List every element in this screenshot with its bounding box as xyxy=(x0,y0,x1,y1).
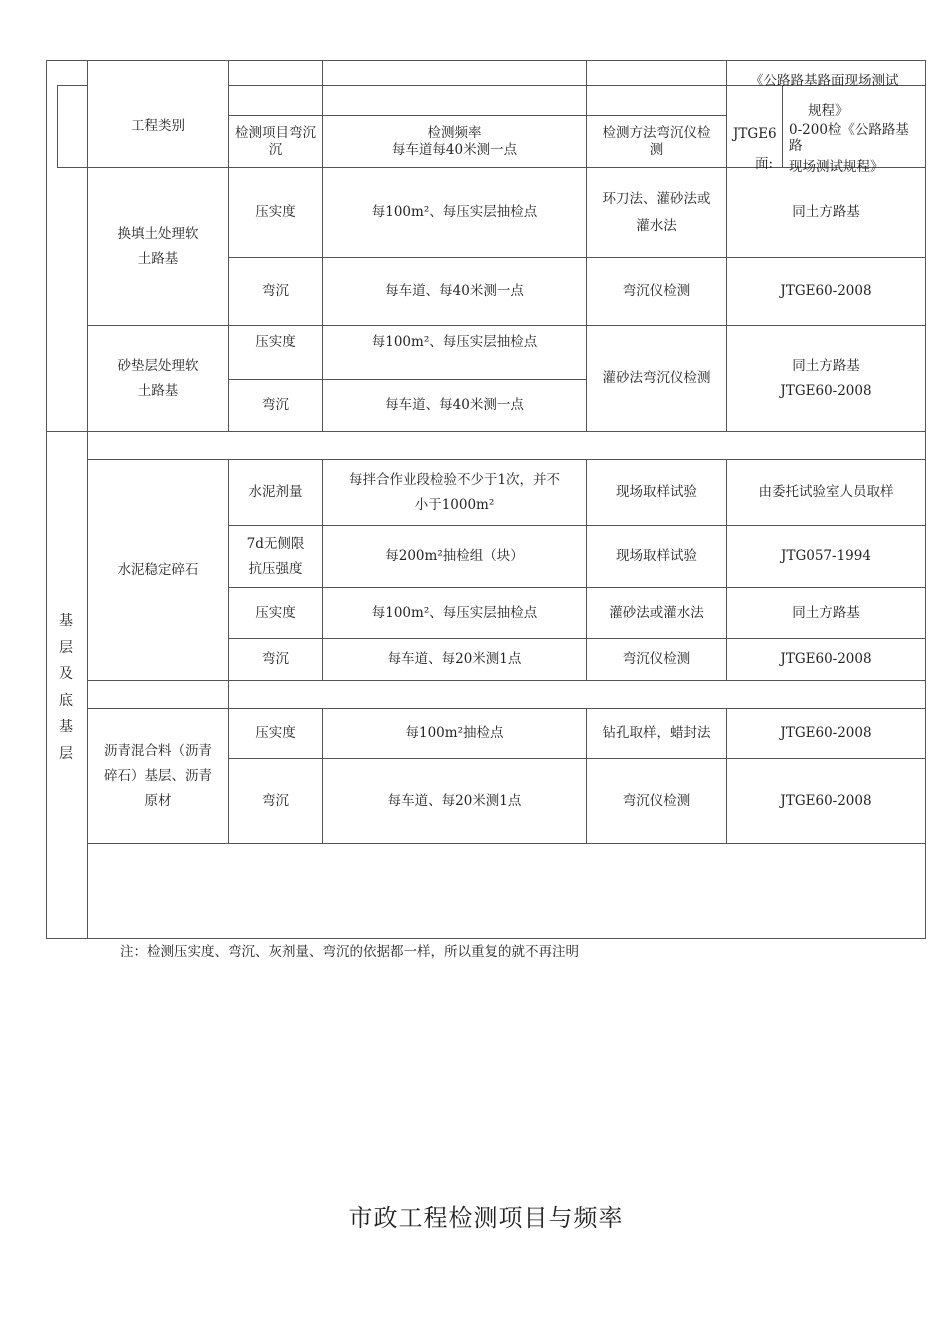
header-method-line1: 检测方法弯沉仪检 xyxy=(602,124,711,141)
header-method-line2: 测 xyxy=(649,141,664,158)
sand-cushion-compaction-item: 压实度 xyxy=(255,334,296,350)
replace-soil-deflection-item: 弯沉 xyxy=(262,283,289,299)
sand-cushion-std: 同土方路基 JTGE60-2008 xyxy=(780,357,872,399)
replace-soil-compaction-freq: 每100m²、每压实层抽检点 xyxy=(371,204,538,220)
replace-soil-deflection-std: JTGE60-2008 xyxy=(780,283,872,299)
cement-dosage-freq: 每拌合作业段检验不少于1次，并不 小于1000m² xyxy=(348,471,561,513)
asphalt-compaction-item: 压实度 xyxy=(255,725,296,741)
header-category-text: 工程类别 xyxy=(131,118,185,134)
asphalt-deflection-std: JTGE60-2008 xyxy=(780,792,872,809)
document-title: 市政工程检测项目与频率 xyxy=(348,1204,624,1232)
strength-std: JTG057-1994 xyxy=(781,548,871,564)
cement-deflection-item: 弯沉 xyxy=(262,651,289,667)
header-item-line2: 沉 xyxy=(268,141,283,158)
replace-soil-deflection-freq: 每车道、每40米测一点 xyxy=(385,283,524,299)
replace-soil-compaction-std: 同土方路基 xyxy=(792,204,860,220)
sand-cushion-compaction-freq: 每100m²、每压实层抽检点 xyxy=(371,334,538,350)
replace-soil-compaction-item: 压实度 xyxy=(255,204,296,220)
strength-method: 现场取样试验 xyxy=(616,548,697,564)
sand-cushion-deflection-freq: 每车道、每40米测一点 xyxy=(385,397,524,413)
asphalt-compaction-method: 钻孔取样，蜡封法 xyxy=(602,725,711,741)
cement-deflection-std: JTGE60-2008 xyxy=(780,651,872,667)
asphalt-deflection-item: 弯沉 xyxy=(262,792,289,809)
sand-cushion-deflection-item: 弯沉 xyxy=(262,397,289,413)
header-standard-top2: 规程》 xyxy=(808,103,849,119)
header-standard-right3: 现场测试规程》 xyxy=(789,159,884,175)
replace-soil-category: 换填土处理软 土路基 xyxy=(117,225,199,267)
header-standard-left2: 面: xyxy=(755,156,774,172)
table-note: 注：检测压实度、弯沉、灰剂量、弯沉的依据都一样，所以重复的就不再注明 xyxy=(120,944,579,960)
cement-deflection-method: 弯沉仪检测 xyxy=(622,651,691,667)
header-frequency-value: 每车道每40米测一点 xyxy=(391,141,518,158)
cement-compaction-item: 压实度 xyxy=(255,604,296,621)
cement-compaction-method: 灌砂法或灌水法 xyxy=(609,604,704,621)
header-frequency-label: 检测频率 xyxy=(427,124,482,141)
header-item xyxy=(229,116,322,167)
asphalt-category: 沥青混合料（沥青 碎石）基层、沥青 原材 xyxy=(104,742,212,809)
strength-item: 7d无侧限 抗压强度 xyxy=(246,535,305,577)
asphalt-deflection-method: 弯沉仪检测 xyxy=(622,792,691,809)
asphalt-deflection-freq: 每车道、每20米测1点 xyxy=(387,792,522,809)
header-method xyxy=(587,116,726,167)
header-standard-left1: JTGE6 xyxy=(733,126,777,142)
section-label-base: 基 层 及 底 基 层 xyxy=(59,613,73,762)
header-standard-right2: 路 xyxy=(789,138,803,154)
replace-soil-compaction-method: 环刀法、灌砂法或 灌水法 xyxy=(602,190,711,234)
cement-deflection-freq: 每车道、每20米测1点 xyxy=(387,651,522,667)
sand-cushion-method: 灌砂法弯沉仪检测 xyxy=(602,370,711,386)
cement-compaction-freq: 每100m²、每压实层抽检点 xyxy=(371,604,538,621)
header-category xyxy=(88,86,228,167)
header-item-line1: 检测项目弯沉 xyxy=(235,124,316,141)
header-standard-top: 《公路路基路面现场测试 xyxy=(750,73,899,89)
cement-dosage-std: 由委托试验室人员取样 xyxy=(758,484,894,500)
replace-soil-deflection-method: 弯沉仪检测 xyxy=(622,283,691,299)
header-standard-right1: 0-200检《公路路基 xyxy=(789,122,909,138)
header-frequency xyxy=(323,116,586,167)
cement-stab-category: 水泥稳定碎石 xyxy=(117,561,199,578)
cement-compaction-std: 同土方路基 xyxy=(792,604,860,621)
sand-cushion-category: 砂垫层处理软 土路基 xyxy=(117,357,199,399)
cement-dosage-method: 现场取样试验 xyxy=(616,484,697,500)
asphalt-compaction-std: JTGE60-2008 xyxy=(780,725,872,741)
cement-dosage-item: 水泥剂量 xyxy=(248,484,303,500)
strength-freq: 每200m²抽检组（块） xyxy=(385,548,524,564)
asphalt-compaction-freq: 每100m²抽检点 xyxy=(405,725,504,741)
